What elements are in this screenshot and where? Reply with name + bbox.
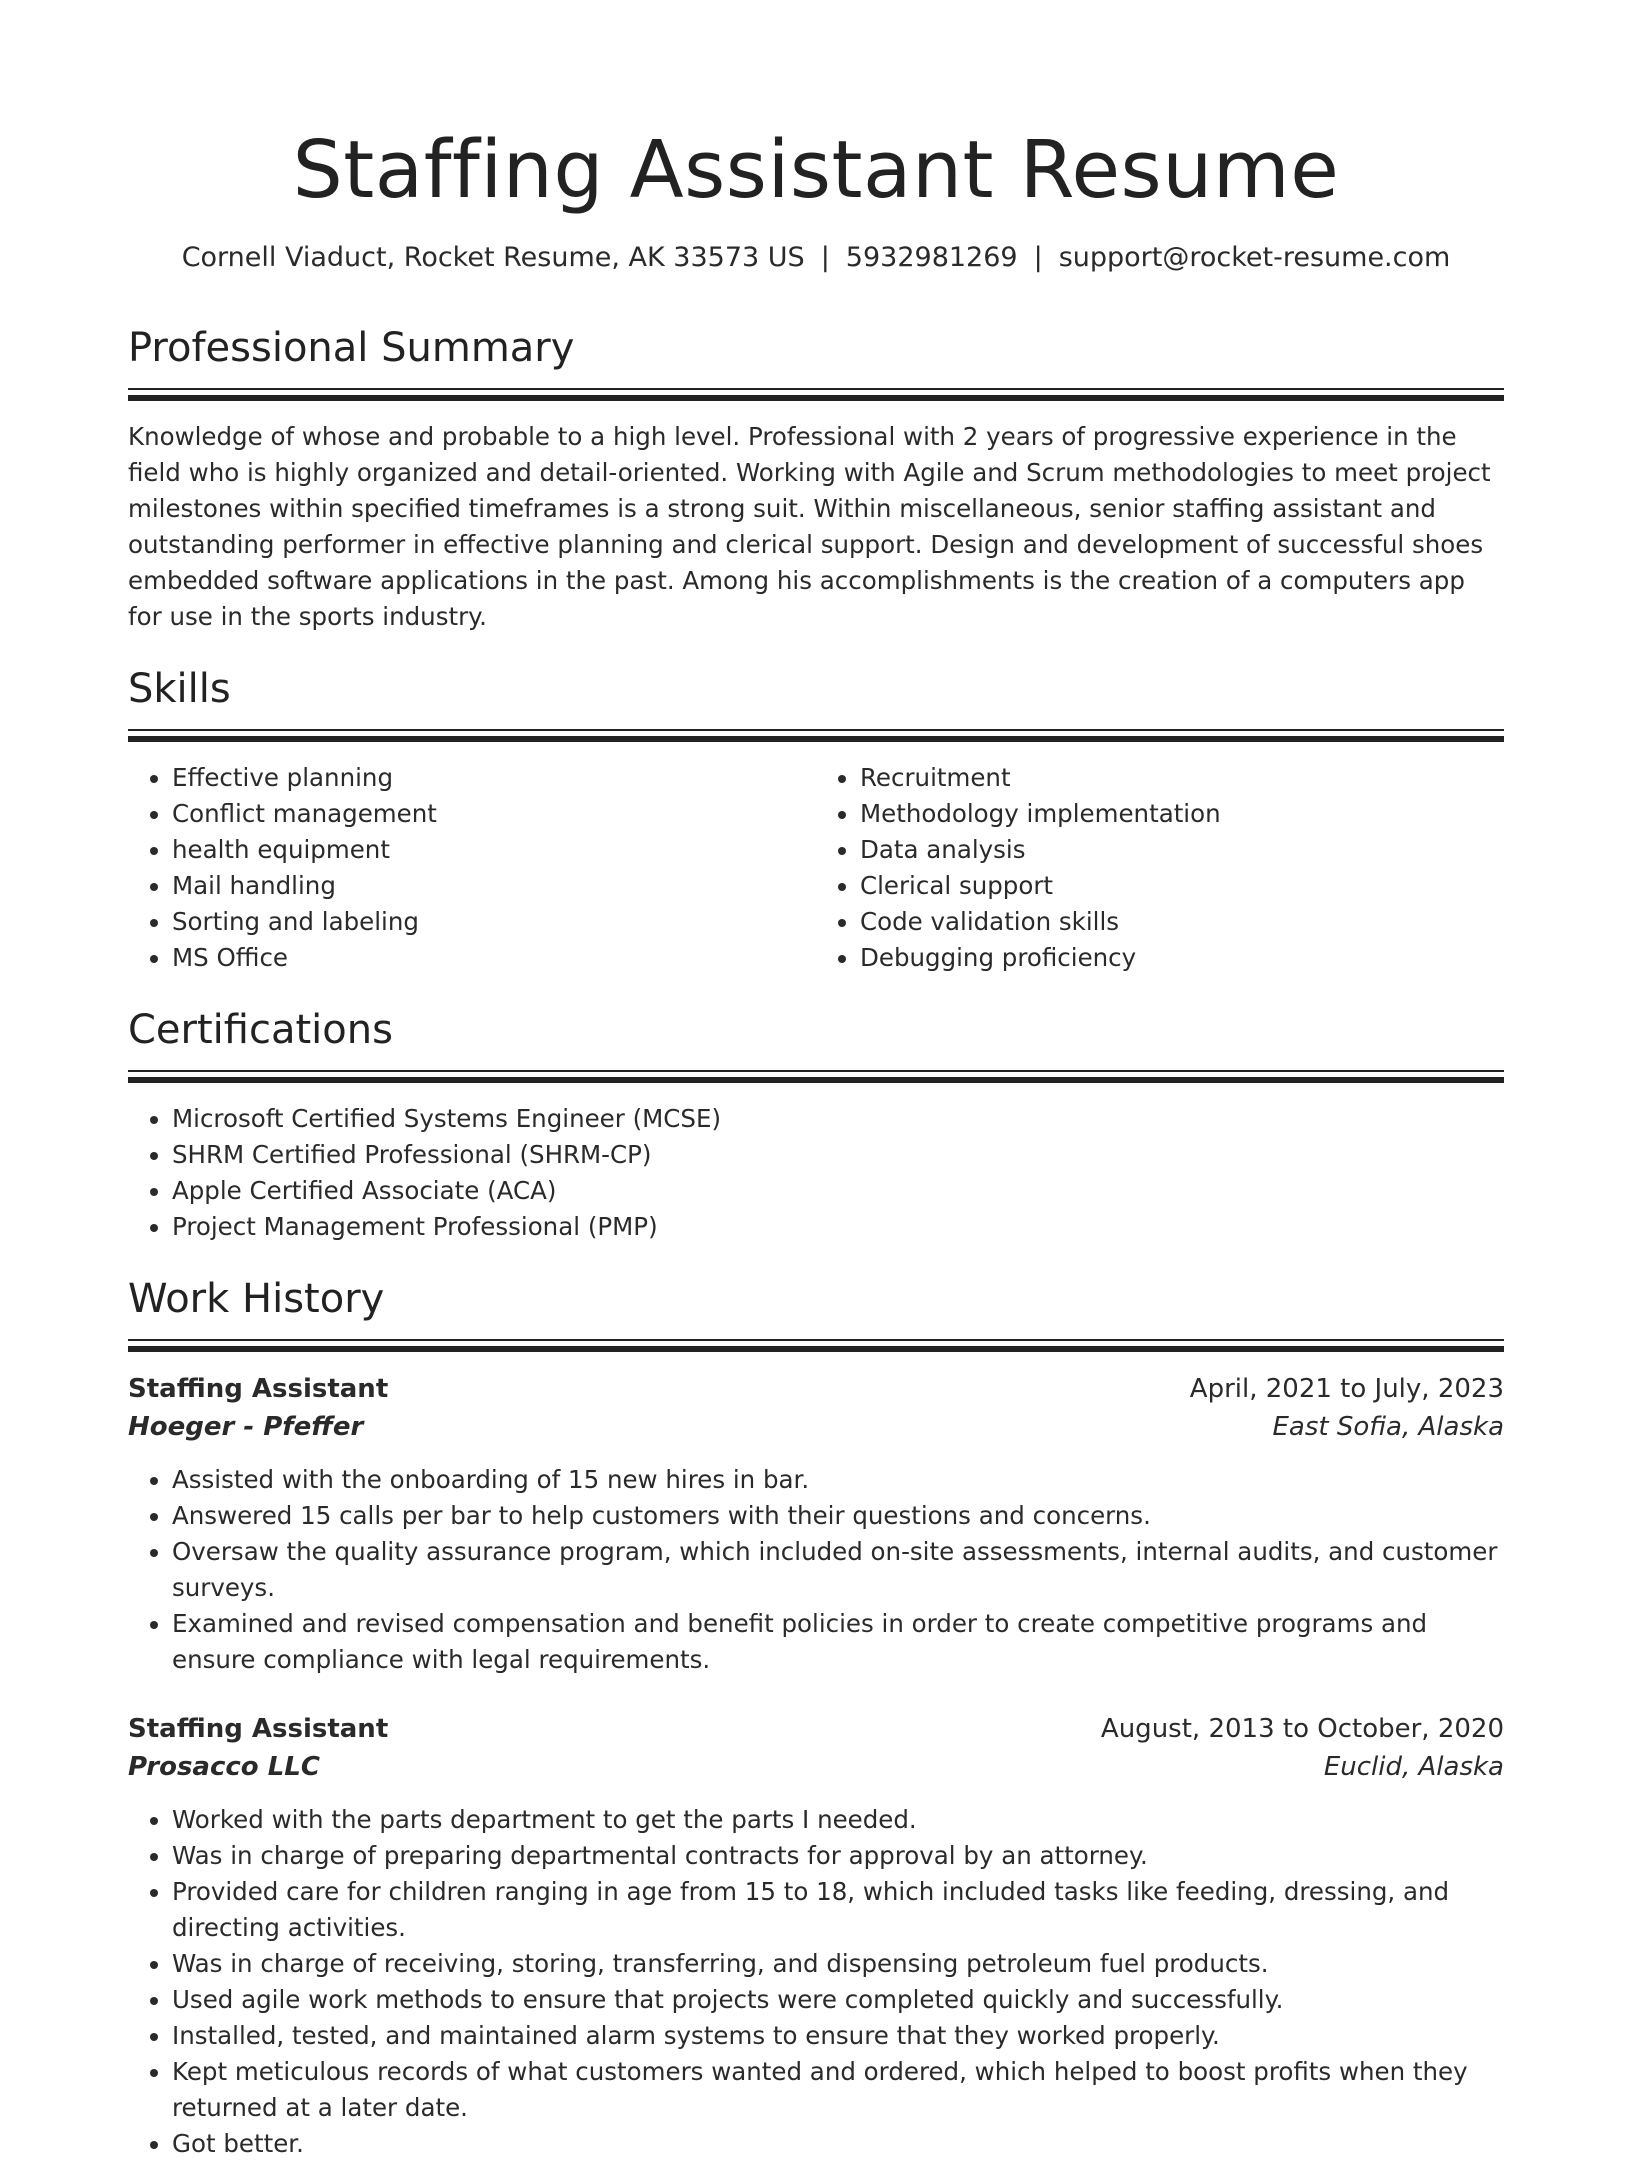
skill-item: • MS Office: [172, 940, 816, 976]
resume-title: Staffing Assistant Resume: [292, 124, 1340, 216]
job-title: Staffing Assistant: [128, 1714, 389, 1744]
job-bullet: • Answered 15 calls per bar to help customers with their questions and concerns.: [172, 1498, 1504, 1534]
job-bullet: • Kept meticulous records of what customers wanted and ordered, which helped to boost profits when they returned at a later date.: [172, 2054, 1504, 2126]
contact-email: support@rocket-resume.com: [1058, 242, 1451, 273]
job-entry: [128, 1370, 1504, 1678]
skill-item: • Mail handling: [172, 868, 816, 904]
contact-separator: |: [820, 242, 830, 273]
skill-item: • Data analysis: [860, 832, 1504, 868]
section-rule: [128, 729, 1504, 742]
certifications-list: [128, 1101, 1504, 1245]
skills-left-list: [128, 760, 816, 976]
contact-address: Cornell Viaduct, Rocket Resume, AK 33573 US: [181, 242, 805, 273]
skills-right-list: [816, 760, 1504, 976]
job-bullet: • Got better.: [172, 2126, 1504, 2162]
job-bullets: [128, 1462, 1504, 1678]
job-bullet: • Was in charge of receiving, storing, transferring, and dispensing petroleum fuel products.: [172, 1946, 1504, 1982]
contact-separator: |: [1033, 242, 1043, 273]
summary-section: [128, 320, 1504, 635]
section-rule: [128, 1070, 1504, 1083]
section-rule: [128, 388, 1504, 401]
skills-heading: Skills: [128, 666, 231, 712]
section-rule: [128, 1339, 1504, 1352]
work-history-section: [128, 1271, 1504, 2162]
job-bullet: • Used agile work methods to ensure that projects were completed quickly and successfully.: [172, 1982, 1504, 2018]
job-bullet: • Was in charge of preparing departmental contracts for approval by an attorney.: [172, 1838, 1504, 1874]
job-company: Hoeger - Pfeffer: [128, 1412, 364, 1442]
contact-line: [128, 240, 1504, 276]
certifications-heading: Certifications: [128, 1007, 393, 1053]
summary-heading: Professional Summary: [128, 325, 575, 371]
summary-text: Knowledge of whose and probable to a high level. Professional with 2 years of progressive experience in the field who is highly organized and detail-oriented. Working with Agile and Scrum methodologies to meet project milestones within specified timeframes is a strong suit. Within miscellaneous, senior staffing assistant and outstanding performer in effective planning and clerical support. Design and development of successful shoes embedded software applications in the past. Among his accomplishments is the creation of a computers app for use in the sports industry.: [128, 422, 1491, 631]
job-dates: April, 2021 to July, 2023: [1189, 1374, 1504, 1404]
certification-item: • Microsoft Certified Systems Engineer (MCSE): [172, 1101, 1504, 1137]
job-company: Prosacco LLC: [128, 1752, 320, 1782]
skill-item: • Debugging proficiency: [860, 940, 1504, 976]
job-location: Euclid, Alaska: [1323, 1752, 1504, 1782]
job-bullet: • Provided care for children ranging in age from 15 to 18, which included tasks like feeding, dressing, and directing activities.: [172, 1874, 1504, 1946]
contact-phone: 5932981269: [845, 242, 1018, 273]
job-location: East Sofia, Alaska: [1272, 1412, 1504, 1442]
job-bullet: • Assisted with the onboarding of 15 new hires in bar.: [172, 1462, 1504, 1498]
job-title: Staffing Assistant: [128, 1374, 389, 1404]
skill-item: • Methodology implementation: [860, 796, 1504, 832]
certification-item: • SHRM Certified Professional (SHRM-CP): [172, 1137, 1504, 1173]
skill-item: • Effective planning: [172, 760, 816, 796]
job-bullet: • Worked with the parts department to get the parts I needed.: [172, 1802, 1504, 1838]
skill-item: • Sorting and labeling: [172, 904, 816, 940]
certifications-section: [128, 1002, 1504, 1245]
job-subheader: [128, 1748, 1504, 1786]
work-history-heading: Work History: [128, 1276, 385, 1322]
job-dates: August, 2013 to October, 2020: [1100, 1714, 1504, 1744]
skill-item: • Clerical support: [860, 868, 1504, 904]
certification-item: • Project Management Professional (PMP): [172, 1209, 1504, 1245]
job-header: [128, 1370, 1504, 1408]
skill-item: • Code validation skills: [860, 904, 1504, 940]
job-header: [128, 1710, 1504, 1748]
skills-section: [128, 661, 1504, 976]
skill-item: • Conflict management: [172, 796, 816, 832]
job-bullet: • Installed, tested, and maintained alarm systems to ensure that they worked properly.: [172, 2018, 1504, 2054]
job-subheader: [128, 1408, 1504, 1446]
job-entry: [128, 1710, 1504, 2162]
job-bullet: • Examined and revised compensation and benefit policies in order to create competitive programs and ensure compliance with legal requirements.: [172, 1606, 1504, 1678]
job-bullets: [128, 1802, 1504, 2162]
job-bullet: • Oversaw the quality assurance program, which included on-site assessments, internal audits, and customer surveys.: [172, 1534, 1504, 1606]
skills-columns: [128, 760, 1504, 976]
skill-item: • Recruitment: [860, 760, 1504, 796]
skill-item: • health equipment: [172, 832, 816, 868]
certification-item: • Apple Certified Associate (ACA): [172, 1173, 1504, 1209]
